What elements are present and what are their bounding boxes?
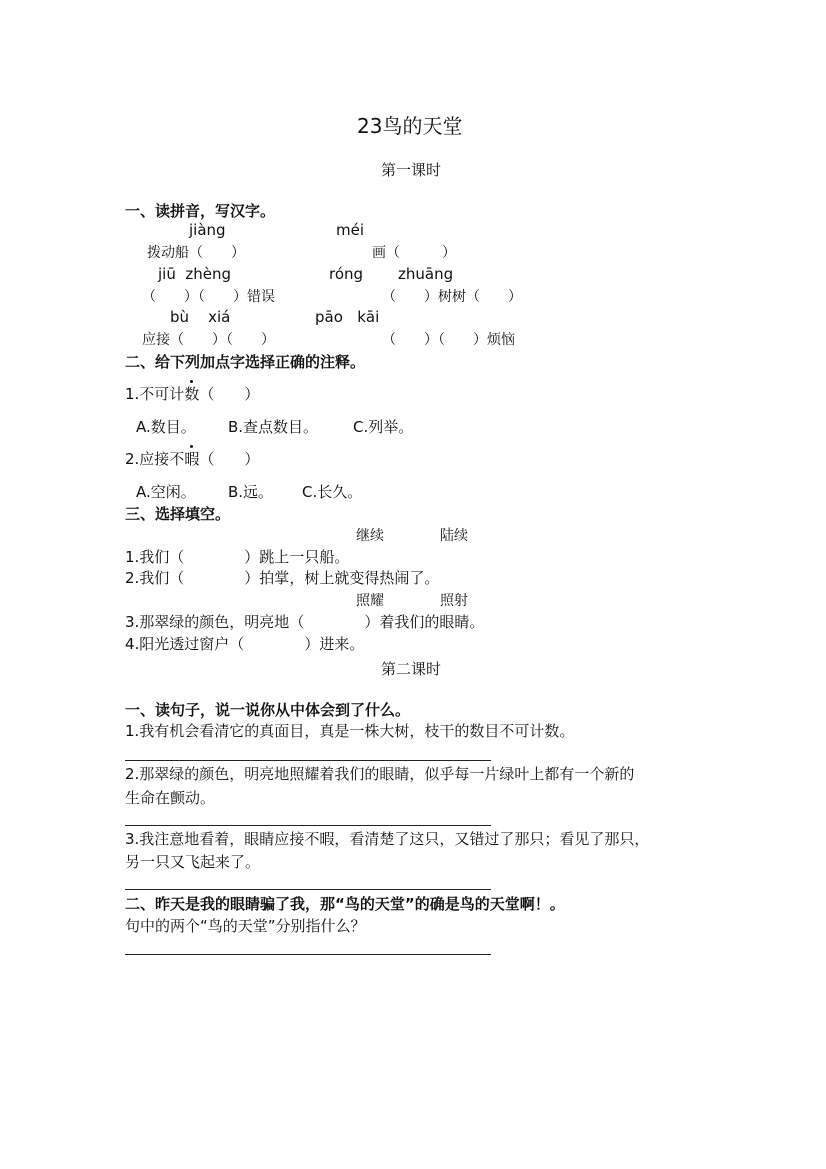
fill-sentence: 3.那翠绿的颜色，明亮地（ ）着我们的眼睛。 — [125, 613, 485, 631]
fill-sentence: 4.阳光透过窗户（ ）进来。 — [125, 635, 365, 653]
question-1: 1.不可计数（ ） — [125, 385, 260, 403]
pinyin: pāo kāi — [315, 308, 380, 326]
answer-line — [125, 889, 491, 890]
sentence: 另一只又飞起来了。 — [125, 853, 261, 871]
part1-heading: 一、读拼音，写汉字。 — [125, 202, 276, 220]
sentence: 2.那翠绿的颜色，明亮地照耀着我们的眼睛，似乎每一片绿叶上都有一个新的 — [125, 765, 635, 783]
sentence: 3.我注意地看着，眼睛应接不暇，看清楚了这只，又错过了那只；看见了那只， — [125, 830, 650, 848]
pinyin-answer: 拨动船（ ） — [147, 245, 245, 261]
answer-line — [125, 825, 491, 826]
fill-sentence: 1.我们（ ）跳上一只船。 — [125, 548, 350, 566]
part2-heading: 二、给下列加点字选择正确的注释。 — [125, 353, 366, 371]
dotted-char: 暇 — [184, 450, 200, 468]
pinyin: jiū zhèng — [158, 265, 232, 283]
option: A.数目。 — [136, 418, 196, 436]
option: C.列举。 — [353, 418, 414, 436]
option: B.远。 — [228, 483, 274, 501]
pinyin: jiàng — [189, 221, 226, 239]
option: A.空闲。 — [136, 483, 196, 501]
word-choice: 照射 — [440, 593, 468, 609]
lesson2-part1-heading: 一、读句子，说一说你从中体会到了什么。 — [125, 701, 411, 719]
option: C.长久。 — [302, 483, 363, 501]
sentence: 1.我有机会看清它的真面目，真是一株大树，枝干的数目不可计数。 — [125, 722, 575, 740]
word-choice: 继续 — [356, 528, 384, 544]
fill-sentence: 2.我们（ ）拍掌，树上就变得热闹了。 — [125, 569, 440, 587]
pinyin-answer: 应接（ ）（ ） — [142, 332, 275, 348]
pinyin-answer: 画（ ） — [372, 245, 456, 261]
option: B.查点数目。 — [228, 418, 319, 436]
question: 句中的两个“鸟的天堂”分别指什么？ — [125, 917, 366, 935]
pinyin: méi — [336, 221, 365, 239]
pinyin: zhuāng — [398, 265, 454, 283]
sentence: 生命在颤动。 — [125, 789, 216, 807]
lesson2-part2-heading: 二、昨天是我的眼睛骗了我，那“鸟的天堂”的确是鸟的天堂啊！。 — [125, 895, 565, 913]
question-2: 2.应接不暇（ ） — [125, 450, 260, 468]
lesson1-heading: 第一课时 — [381, 161, 442, 179]
pinyin-answer: （ ）树树（ ） — [382, 289, 522, 305]
pinyin-answer: （ ）（ ）错误 — [142, 289, 275, 305]
dotted-char: 数 — [184, 385, 200, 403]
pinyin: bù xiá — [170, 308, 231, 326]
part3-heading: 三、选择填空。 — [125, 505, 231, 523]
word-choice: 陆续 — [440, 528, 468, 544]
pinyin: róng — [329, 265, 364, 283]
pinyin-answer: （ ）（ ）烦恼 — [382, 332, 515, 348]
page-title: 23鸟的天堂 — [357, 114, 463, 138]
answer-line — [125, 760, 491, 761]
lesson2-heading: 第二课时 — [381, 660, 442, 678]
answer-line — [125, 954, 491, 955]
word-choice: 照耀 — [356, 593, 384, 609]
